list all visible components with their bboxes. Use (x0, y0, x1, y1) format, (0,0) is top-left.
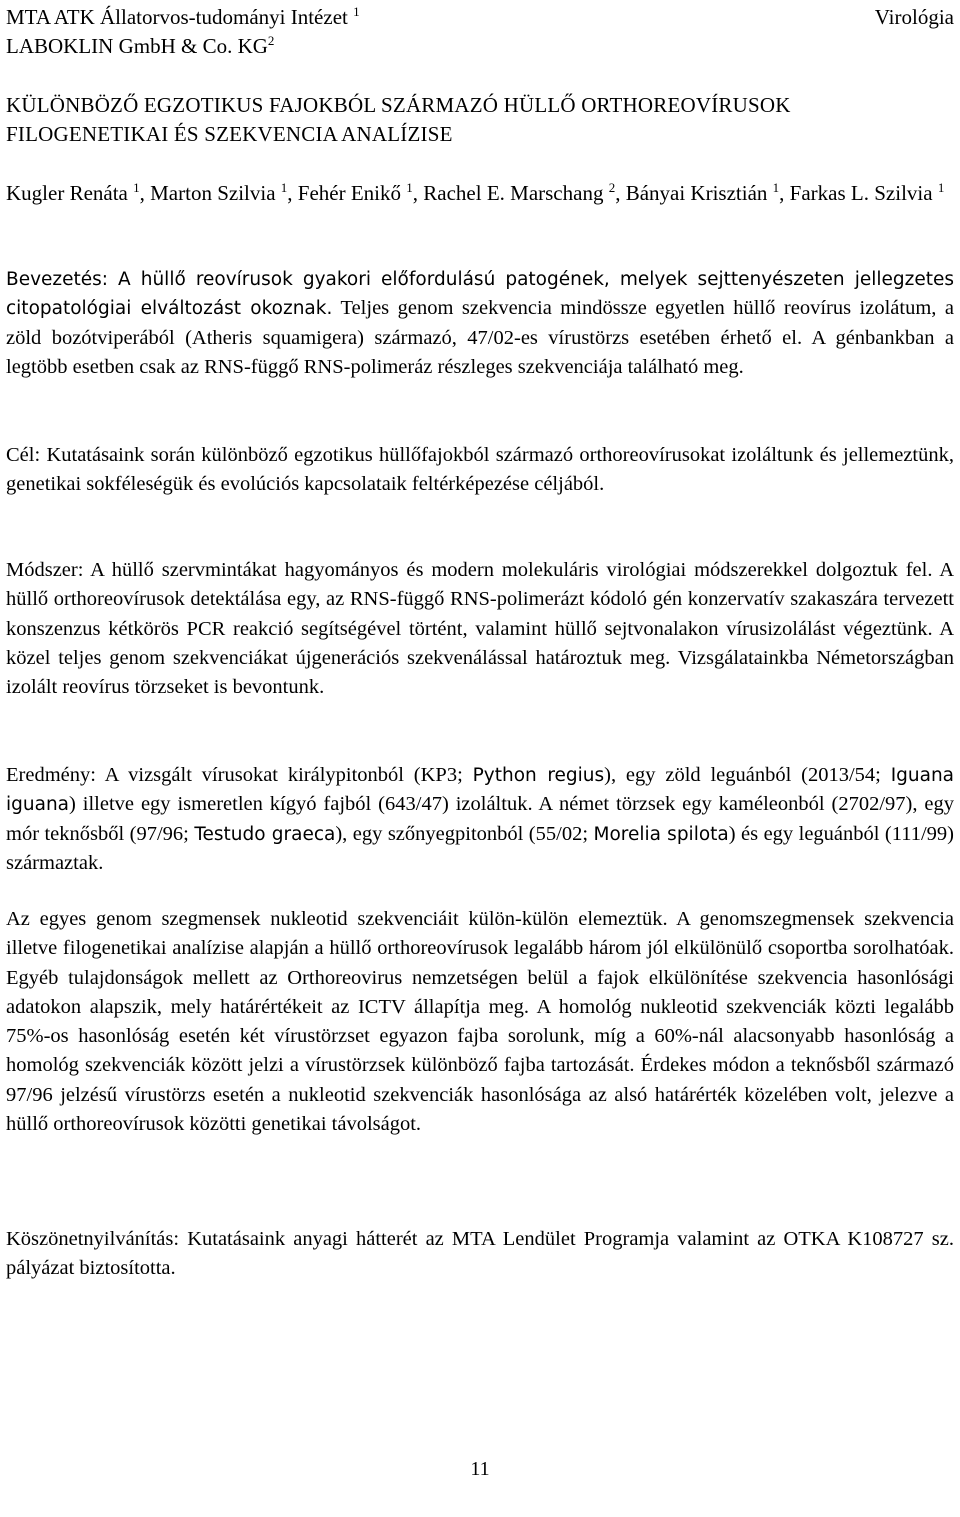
author-list (6, 179, 954, 208)
affiliation-2: LABOKLIN GmbH & Co. $KG^2$ (6, 33, 275, 58)
author: Fehér Enikő $^1$, (297, 180, 424, 205)
author: Kugler Renáta $^1$, (6, 180, 151, 205)
introduction-paragraph: Bevezetés: A hüllő reovírusok gyakori előfordulású patogének, melyek sejttenyészeten jellegzetes citopatológiai elváltozást okoznak. Teljes genom szekvencia mindössze egyetlen hüllő reovírus izolátum, a zöld bozótviperából (Atheris squamigera) származó, 47/02-es vírustörzs esetében érhető el. A génbankban a legtöbb esetben csak az RNS-függő RNS-polimeráz részleges szekvenciája található meg. (6, 269, 954, 378)
affiliations (6, 3, 360, 61)
result-paragraph: Eredmény: A vizsgált vírusokat királypitonból (KP3; Python regius), egy zöld leguánból (2013/54; Iguana iguana) illetve egy ismeretlen kígyó fajból (643/47) izoláltuk. A német törzsek egy kaméleonból (2702/97), egy mór teknősből (97/96; Testudo graeca), egy szőnyegpitonból (55/02; Morelia spilota) és egy leguánból (111/99) származtak. (6, 764, 955, 874)
section-label: Virológia (874, 5, 954, 29)
title-line-1: KÜLÖNBÖZŐ EGZOTIKUS FAJOKBÓL SZÁRMAZÓ HÜLLŐ ORTHOREOVÍRUSOK (6, 93, 791, 117)
author: Rachel E. Marschang $^2$, (423, 180, 626, 205)
title-line-2: FILOGENETIKAI ÉS SZEKVENCIA ANALÍZISE (6, 122, 453, 146)
author: Farkas L. Szilvia $^1$ (789, 180, 945, 205)
page-title (6, 91, 954, 149)
author: Marton Szilvia $^1$, (150, 180, 298, 205)
author: Bányai Krisztián $^1$, (625, 180, 790, 205)
method-paragraph: Módszer: A hüllő szervmintákat hagyományos és modern molekuláris virológiai módszerekkel dolgoztuk fel. A hüllő orthoreovírusok detektálása egy, az RNS-függő RNS-polimerázt kódoló gén konzervatív szakaszára tervezett konszenzus kétkörös PCR reakció segítségével történt, valamint hüllő sejtvonalakon vírusizolálást végeztünk. A közel teljes genom szekvenciákat újgenerációs szekvenálással határoztuk meg. Vizsgálatainkba Németországban izolált reovírus törzseket is bevontunk. (6, 559, 954, 699)
page-number: 11 (470, 1458, 490, 1480)
affiliation-1: MTA ATK Állatorvos-tudományi Intézet $^1$ (6, 4, 360, 29)
analysis-paragraph: Az egyes genom szegmensek nukleotid szekvenciáit külön-külön elemeztük. A genomszegmensek szekvencia illetve filogenetikai analízise alapján a hüllő orthoreovírusok legalább három jól elkülönülő csoportba sorolhatóak. Egyéb tulajdonságok mellett az Orthoreovirus nemzetségen belül a fajok elkülönítése szekvencia hasonlósági adatokon alapszik, mely határértékeit az ICTV állapítja meg. A homológ nukleotid szekvenciák közti legalább 75%-os hasonlóság esetén két vírustörzset egyazon fajba sorolunk, míg a 60%-nál alacsonyabb hasonlóság a homológ szekvenciák között jelzi a vírustörzsek különböző fajba tartozását. Érdekes módon a teknősből származó 97/96 jelzésű vírustörzs esetén a nukleotid szekvenciák hasonlósága az alsó határérték közelében volt, jelezve a hüllő orthoreovírusok közötti genetikai távolságot. (6, 908, 954, 1136)
aim-paragraph: Cél: Kutatásaink során különböző egzotikus hüllőfajokból származó orthoreovírusokat izoláltunk és jellemeztünk, genetikai sokféleségük és evolúciós kapcsolataik feltérképezése céljából. (6, 444, 954, 496)
acknowledgement-paragraph: Köszönetnyilvánítás: Kutatásaink anyagi hátterét az MTA Lendület Programja valamint az OTKA K108727 sz. pályázat biztosította. (6, 1228, 954, 1280)
